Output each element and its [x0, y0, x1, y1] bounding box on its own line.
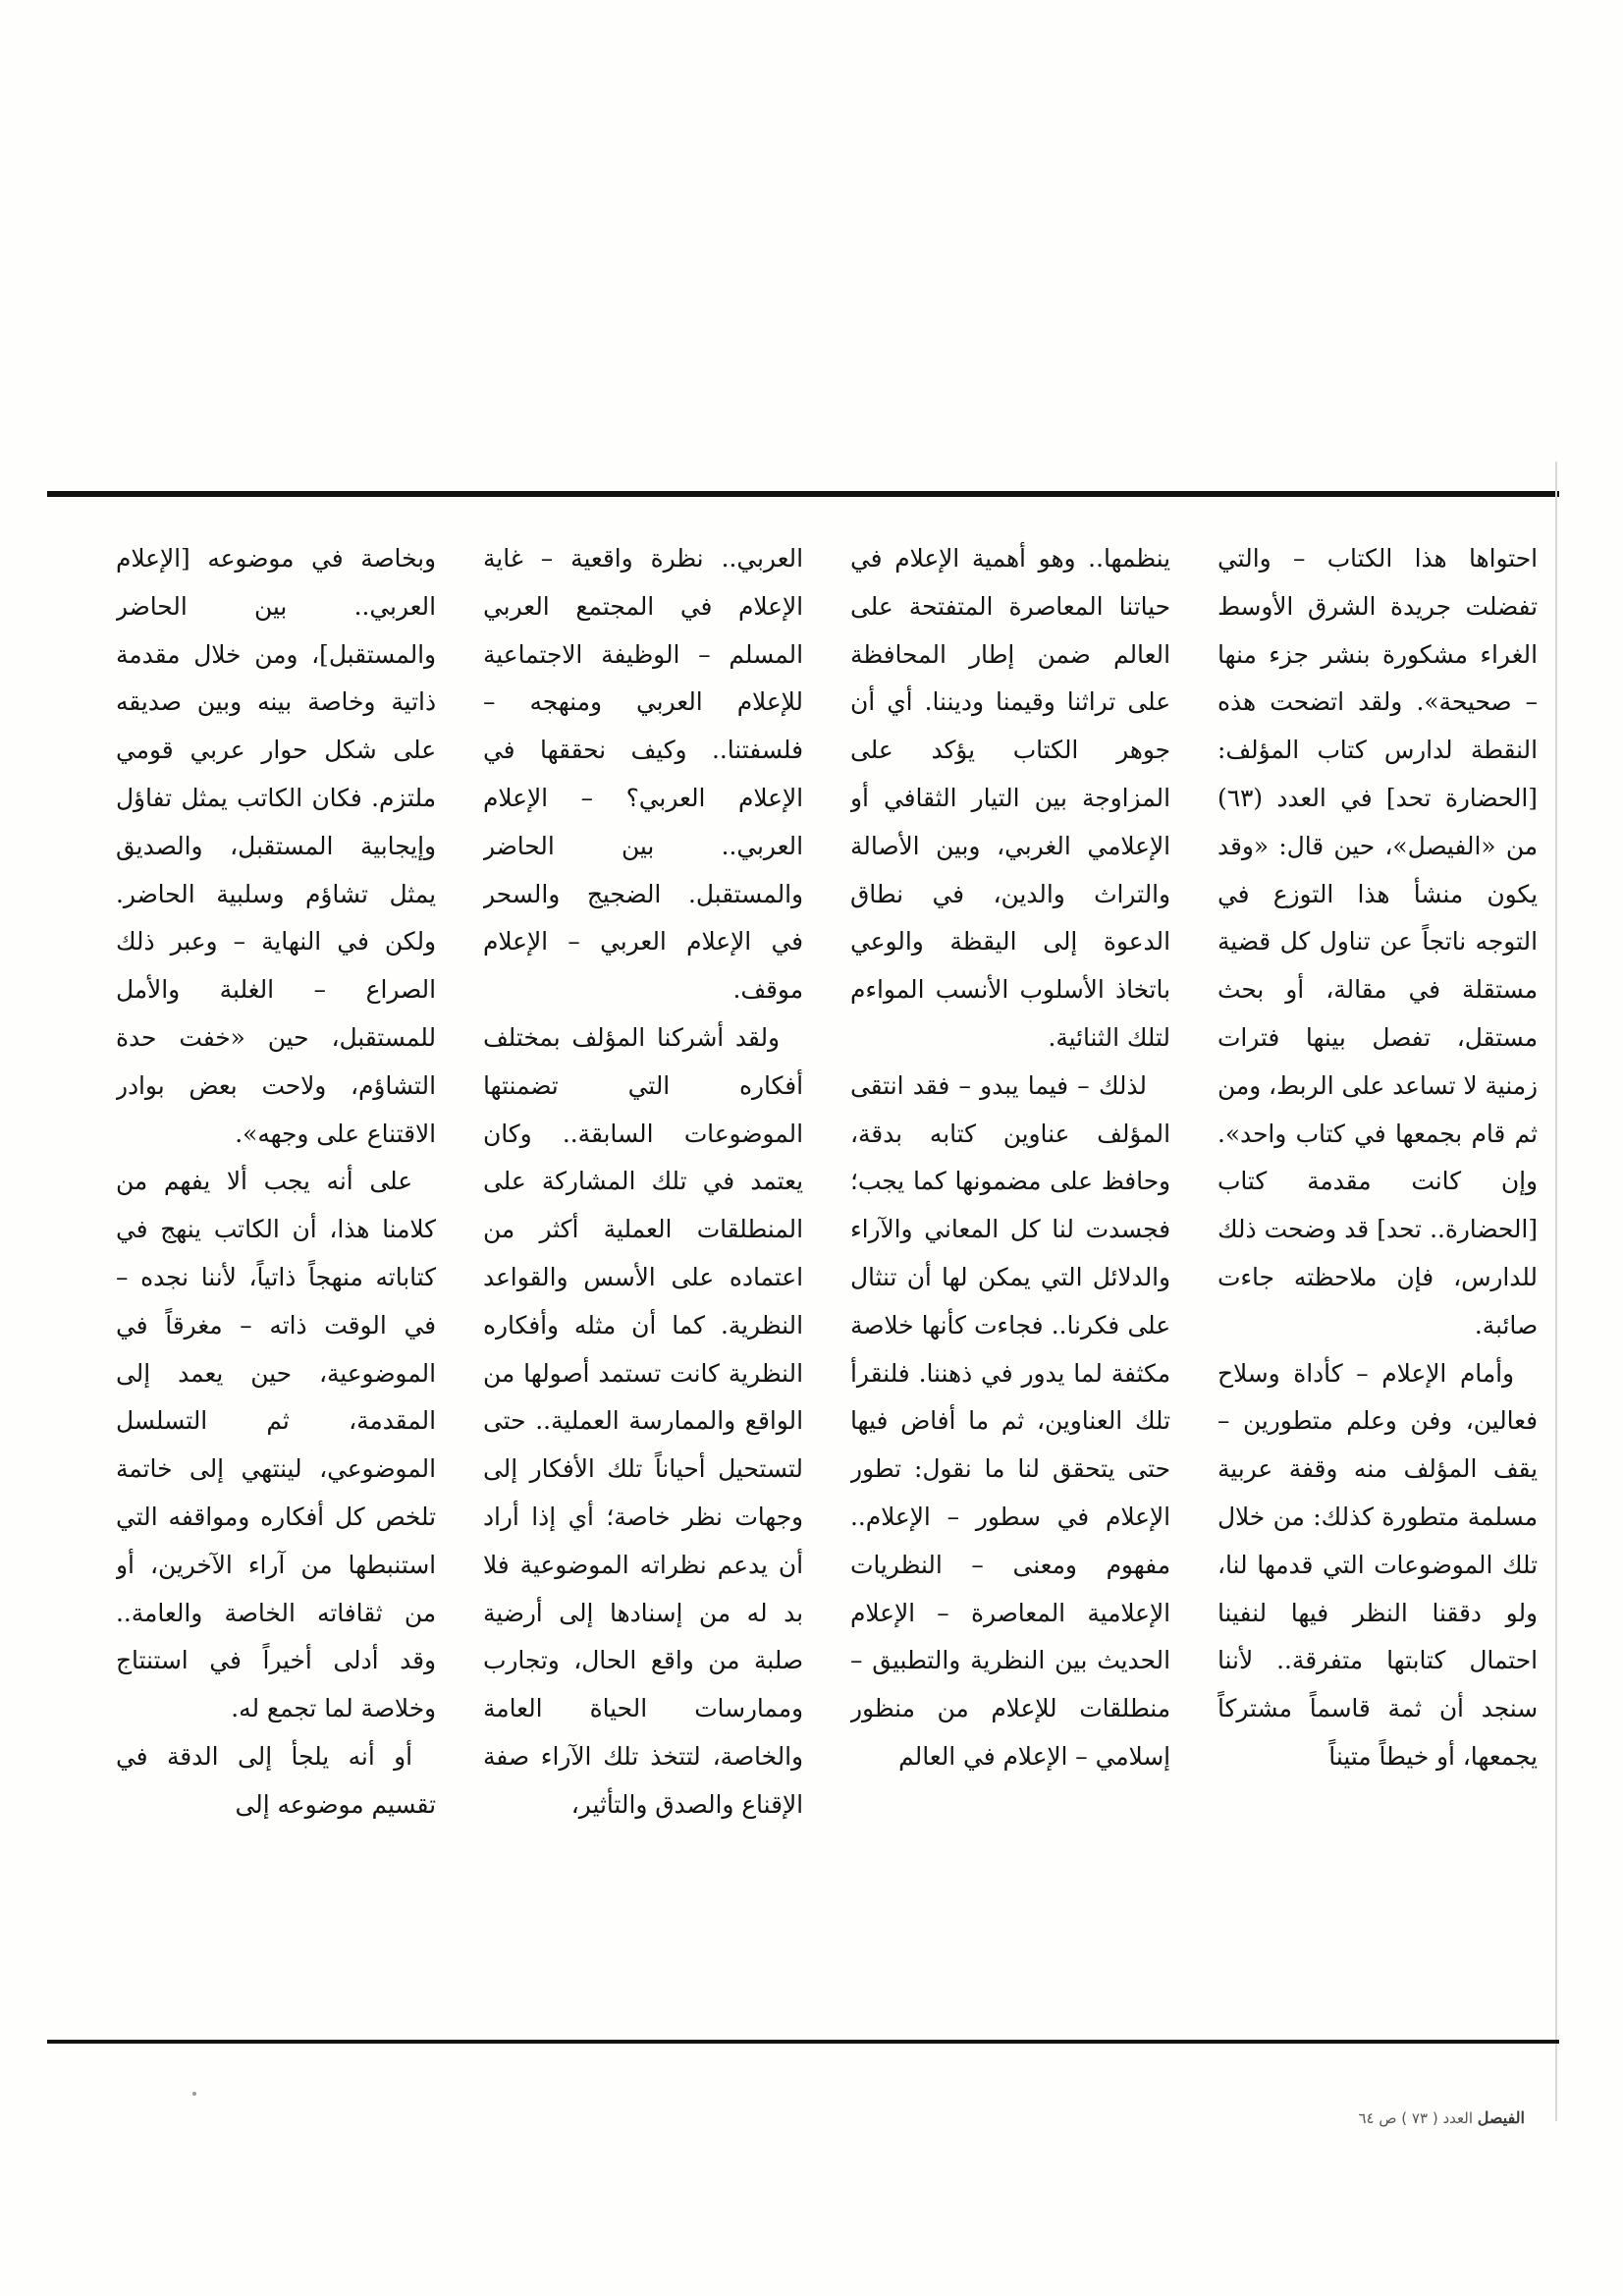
column-1-paragraph-2: وأمام الإعلام – كأداة وسلاح فعالين، وفن وعلم متطورين – يقف المؤلف منه وقفة عربية مسلمة متطورة كذلك: من خلال تلك الموضوعات التي قدمها لنا، ولو دققنا النظر فيها لنفينا احتمال كتابتها متفرقة.. لأننا سنجد أن ثمة قاسماً مشتركاً يجمعها، أو خيطاً متيناً — [1217, 1358, 1538, 1771]
column-2-paragraph-1: ينظمها.. وهو أهمية الإعلام في حياتنا المعاصرة المتفتحة على العالم ضمن إطار المحافظة على تراثنا وقيمنا وديننا. أي أن جوهر الكتاب يؤكد على المزاوجة بين التيار الثقافي أو الإعلامي الغربي، وبين الأصالة والتراث والدين، في نطاق الدعوة إلى اليقظة والوعي باتخاذ الأسلوب الأنسب المواءم لتلك الثنائية. — [850, 544, 1170, 1052]
column-4-paragraph-3: أو أنه يلجأ إلى الدقة في تقسيم موضوعه إلى — [116, 1741, 436, 1819]
page-number: ص ٦٤ — [1358, 2109, 1397, 2127]
page-folio — [1358, 2108, 1525, 2127]
column-2 — [850, 535, 1170, 2018]
column-2-paragraph-2: لذلك – فيما يبدو – فقد انتقى المؤلف عناوين كتابه بدقة، وحافظ على مضمونها كما يجب؛ فجسدت لنا كل المعاني والآراء والدلائل التي يمكن لها أن تنثال على فكرنا.. فجاءت كأنها خلاصة مكثفة لما يدور في ذهننا. فلنقرأ تلك العناوين، ثم ما أفاض فيها حتى يتحقق لنا ما نقول: تطور الإعلام في سطور – الإعلام.. مفهوم ومعنى – النظريات الإعلامية المعاصرة – الإعلام الحديث بين النظرية والتطبيق – منطلقات للإعلام من منظور إسلامي – الإعلام في العالم — [850, 1070, 1170, 1771]
column-4 — [116, 535, 436, 2018]
issue-number: ( ٧٣ ) — [1401, 2109, 1438, 2127]
page-edge-shadow — [1555, 462, 1557, 2121]
column-1-paragraph-1: احتواها هذا الكتاب – والتي تفضلت جريدة الشرق الأوسط الغراء مشكورة بنشر جزء منها – صحيحة». ولقد اتضحت هذه النقطة لدارس كتاب المؤلف: [الحضارة تحد] في العدد (٦٣) من «الفيصل»، حين قال: «وقد يكون منشأ هذا التوزع في التوجه ناتجاً عن تناول كل قضية مستقلة في مقالة، أو بحث مستقل، تفصل بينها فترات زمنية لا تساعد على الربط، ومن ثم قام بجمعها في كتاب واحد». وإن كانت مقدمة كتاب [الحضارة.. تحد] قد وضحت ذلك للدارس، فإن ملاحظته جاءت صائبة. — [1217, 544, 1538, 1339]
column-3 — [483, 535, 803, 2018]
bottom-rule — [47, 2040, 1559, 2044]
scan-speck — [192, 2092, 196, 2096]
article-body — [116, 535, 1538, 2018]
top-rule — [47, 491, 1559, 497]
column-1 — [1217, 535, 1538, 2018]
column-4-paragraph-1: وبخاصة في موضوعه [الإعلام العربي.. بين الحاضر والمستقبل]، ومن خلال مقدمة ذاتية وخاصة بينه وبين صديقه على شكل حوار عربي قومي ملتزم. فكان الكاتب يمثل تفاؤل وإيجابية المستقبل، والصديق يمثل تشاؤم وسلبية الحاضر. ولكن في النهاية – وعبر ذلك الصراع – الغلبة والأمل للمستقبل، حين «خفت حدة التشاؤم، ولاحت بعض بوادر الاقتناع على وجهه». — [116, 544, 436, 1148]
column-4-paragraph-2: على أنه يجب ألا يفهم من كلامنا هذا، أن الكاتب ينهج في كتاباته منهجاً ذاتياً، لأننا نجده – في الوقت ذاته – مغرقاً في الموضوعية، حين يعمد إلى المقدمة، ثم التسلسل الموضوعي، لينتهي إلى خاتمة تلخص كل أفكاره ومواقفه التي استنبطها من آراء الآخرين، أو من ثقافاته الخاصة والعامة.. وقد أدلى أخيراً في استنتاج وخلاصة لما تجمع له. — [116, 1167, 436, 1723]
magazine-name: الفيصل — [1477, 2108, 1525, 2127]
issue-label: العدد — [1442, 2109, 1473, 2127]
column-3-paragraph-1: العربي.. نظرة واقعية – غاية الإعلام في المجتمع العربي المسلم – الوظيفة الاجتماعية للإعلام العربي ومنهجه – فلسفتنا.. وكيف نحققها في الإعلام العربي؟ – الإعلام العربي.. بين الحاضر والمستقبل. الضجيج والسحر في الإعلام العربي – الإعلام موقف. — [483, 544, 803, 1005]
column-3-paragraph-2: ولقد أشركنا المؤلف بمختلف أفكاره التي تضمنتها الموضوعات السابقة.. وكان يعتمد في تلك المشاركة على المنطلقات العملية أكثر من اعتماده على الأسس والقواعد النظرية. كما أن مثله وأفكاره النظرية كانت تستمد أصولها من الواقع والممارسة العملية.. حتى لتستحيل أحياناً تلك الأفكار إلى وجهات نظر خاصة؛ أي إذا أراد أن يدعم نظراته الموضوعية فلا بد له من إسنادها إلى أرضية صلبة من واقع الحال، وتجارب وممارسات الحياة العامة والخاصة، لتتخذ تلك الآراء صفة الإقناع والصدق والتأثير، — [483, 1022, 803, 1819]
